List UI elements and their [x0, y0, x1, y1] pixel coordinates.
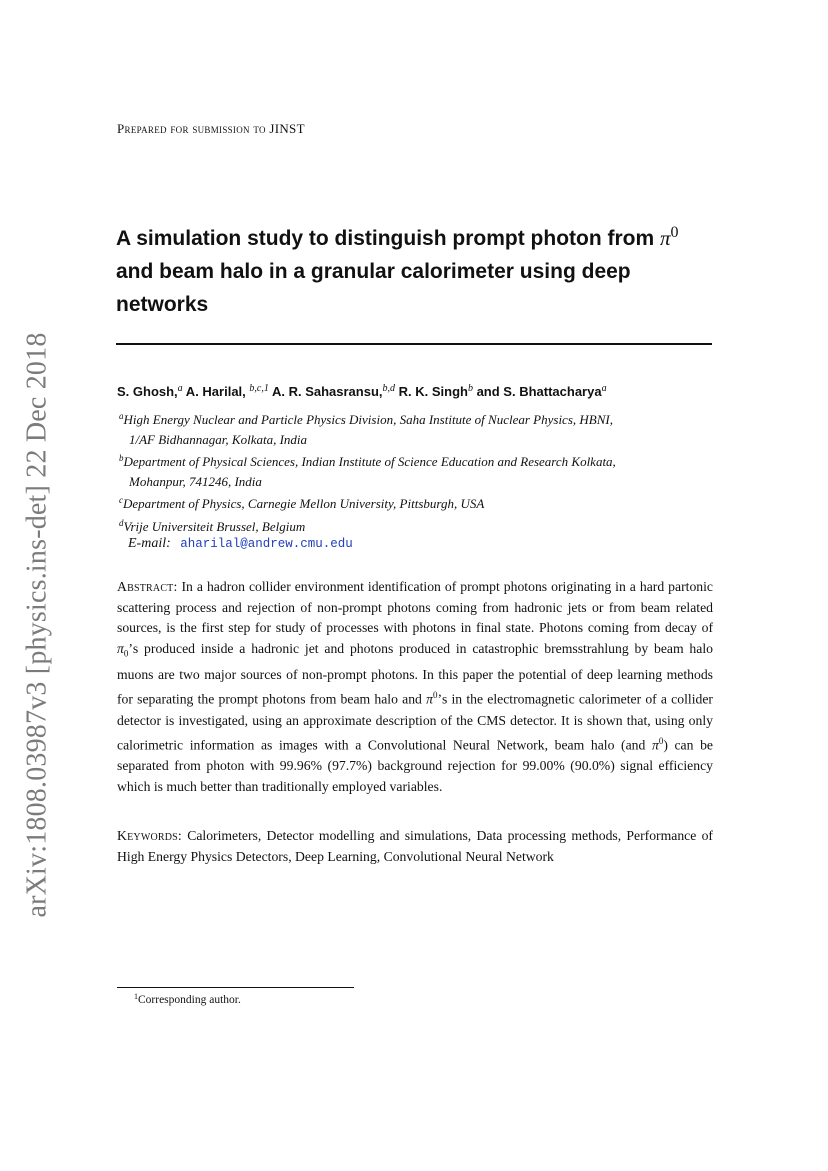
author-name: R. K. Singh: [395, 384, 468, 399]
arxiv-identifier-text: arXiv:1808.03987v3 [physics.ins-det] 22 Dec 2018: [22, 332, 54, 918]
paper-title: [116, 216, 726, 321]
author-name: S. Ghosh,: [117, 384, 178, 399]
affiliation-item: $^c$Department of Physics, Carnegie Mellon University, Pittsburgh, USA: [119, 495, 485, 511]
author-affiliation-mark: a: [177, 383, 183, 394]
keywords-text: Calorimeters, Detector modelling and simulations, Data processing methods, Performance of High Energy Physics Detectors, Deep Learning, Convolutional Neural Network: [117, 828, 713, 864]
arxiv-identifier: [18, 330, 58, 920]
title-line-1: A simulation study to distinguish prompt photon from $\pi^0$: [116, 224, 679, 250]
footnote: $^1$Corresponding author.: [134, 992, 241, 1006]
author-affiliation-mark: a: [601, 383, 607, 394]
author-list: [117, 383, 717, 399]
journal-header: Prepared for submission to JINST: [117, 121, 305, 136]
author-name: A. R. Sahasransu,: [268, 384, 383, 399]
contact-email: [128, 536, 353, 552]
affiliation-list: [119, 407, 719, 536]
footnote-rule: [117, 987, 354, 988]
affiliation-item: $^d$Vrije Universiteit Brussel, Belgium: [119, 517, 306, 534]
author-name: A. Harilal,: [182, 384, 250, 399]
author-affiliation-mark: b,c,1: [249, 383, 269, 394]
email-label: E-mail:: [128, 536, 171, 551]
title-line-3: networks: [116, 293, 209, 316]
author-affiliation-mark: b,d: [382, 383, 396, 394]
title-line-2: and beam halo in a granular calorimeter using deep: [116, 260, 631, 283]
email-link[interactable]: aharilal@andrew.cmu.edu: [180, 537, 353, 551]
title-rule: [116, 343, 712, 345]
affiliation-item: $^b$Department of Physical Sciences, Indian Institute of Science Education and Research Kolkata, Mohanpur, 741246, India: [119, 453, 616, 489]
keywords-label: Keywords:: [117, 828, 182, 843]
abstract-label: Abstract:: [117, 579, 178, 594]
author-name: and S. Bhattacharya: [472, 384, 602, 399]
pi-symbol: $\pi^0$: [660, 224, 679, 250]
keywords: [117, 826, 713, 867]
abstract: Abstract: In a hadron collider environment identification of prompt photons originating in a hard partonic scattering process and rejection of non-prompt photons coming from hadronic jets or from beam related sources, is the first step for study of processes with photons in final state. Photons coming from decay of $\pi_0’s$ produced inside a hadronic jet and photons produced in catastrophic bremsstrahlung by beam halo muons are two major sources of non-prompt photons. In this paper the potential of deep learning methods for separating the prompt photons from beam halo and $\pi^0’s$ in the electromagnetic calorimeter of a collider detector is investigated, using an approximate description of the CMS detector. It is shown that, using only calorimetric information as images with a Convolutional Neural Network, beam halo (and $\pi^0$) can be separated from photon with 99.96% (97.7%) background rejection for 99.00% (90.0%) signal efficiency which is much better than traditionally employed variables.: [117, 579, 714, 795]
author-affiliation-mark: b: [467, 383, 473, 394]
affiliation-item: $^a$High Energy Nuclear and Particle Physics Division, Saha Institute of Nuclear Physics, HBNI, 1/AF Bidhannagar, Kolkata, India: [119, 411, 613, 447]
